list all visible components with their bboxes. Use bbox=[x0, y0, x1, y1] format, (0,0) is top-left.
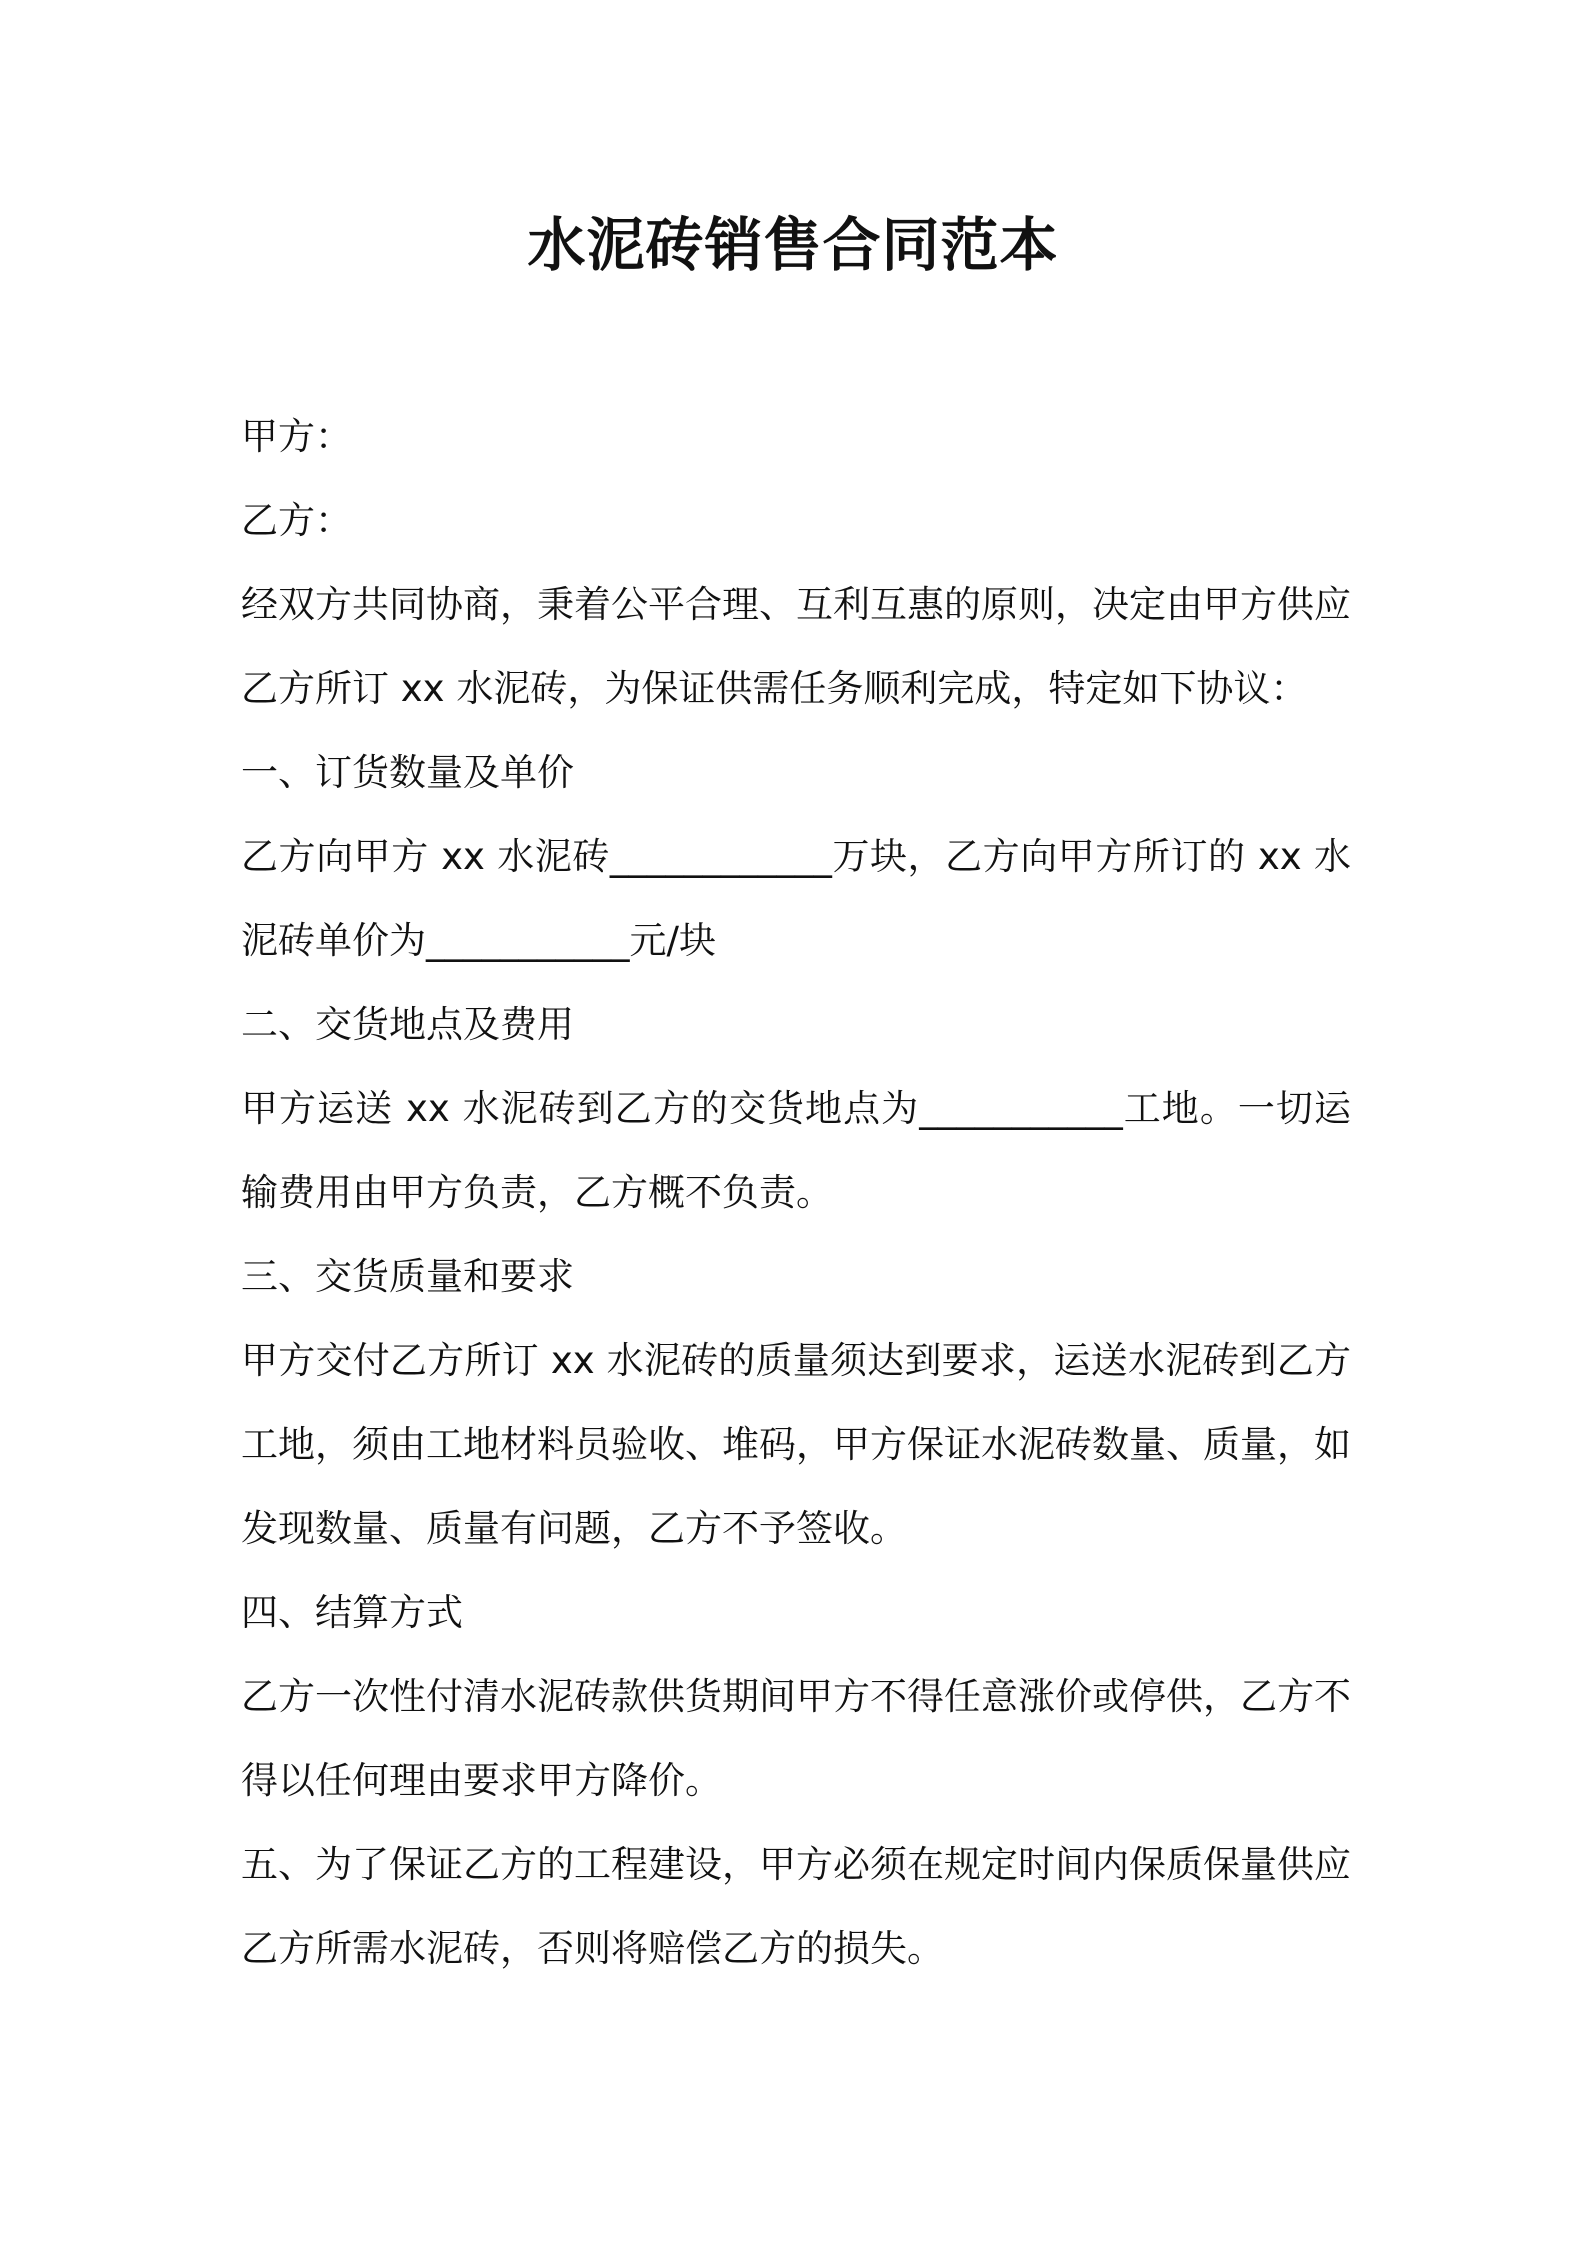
section-paragraph-line: 乙方一次性付清水泥砖款供货期间甲方不得任意涨价或停供，乙方不 bbox=[241, 1675, 1351, 1718]
section-heading-quantity-price: 一、订货数量及单价 bbox=[241, 751, 574, 794]
section-paragraph-line: 乙方所需水泥砖，否则将赔偿乙方的损失。 bbox=[241, 1927, 944, 1970]
preamble-line: 经双方共同协商，秉着公平合理、互利互惠的原则，决定由甲方供应 bbox=[241, 583, 1351, 626]
section-paragraph-line: 得以任何理由要求甲方降价。 bbox=[241, 1759, 722, 1802]
section-paragraph-line: 甲方交付乙方所订 xx 水泥砖的质量须达到要求，运送水泥砖到乙方 bbox=[241, 1339, 1351, 1382]
party-b-label: 乙方： bbox=[241, 499, 352, 542]
party-a-label: 甲方： bbox=[241, 415, 352, 458]
section-paragraph-line: 乙方向甲方 xx 水泥砖____________万块，乙方向甲方所订的 xx 水 bbox=[241, 835, 1351, 878]
document-title: 水泥砖销售合同范本 bbox=[527, 211, 1059, 279]
section-paragraph-line: 输费用由甲方负责，乙方概不负责。 bbox=[241, 1171, 833, 1214]
section-heading-settlement: 四、结算方式 bbox=[241, 1591, 463, 1634]
section-paragraph-line: 五、为了保证乙方的工程建设，甲方必须在规定时间内保质保量供应 bbox=[241, 1843, 1351, 1886]
section-heading-delivery: 二、交货地点及费用 bbox=[241, 1003, 574, 1046]
section-paragraph-line: 发现数量、质量有问题，乙方不予签收。 bbox=[241, 1507, 907, 1550]
document-body bbox=[241, 395, 1351, 1991]
section-heading-quality: 三、交货质量和要求 bbox=[241, 1255, 574, 1298]
section-paragraph-line: 甲方运送 xx 水泥砖到乙方的交货地点为___________工地。一切运 bbox=[241, 1087, 1351, 1130]
preamble-line: 乙方所订 xx 水泥砖，为保证供需任务顺利完成，特定如下协议： bbox=[241, 667, 1308, 710]
section-paragraph-line: 工地，须由工地材料员验收、堆码，甲方保证水泥砖数量、质量，如 bbox=[241, 1423, 1351, 1466]
section-paragraph-line: 泥砖单价为___________元/块 bbox=[241, 919, 716, 962]
